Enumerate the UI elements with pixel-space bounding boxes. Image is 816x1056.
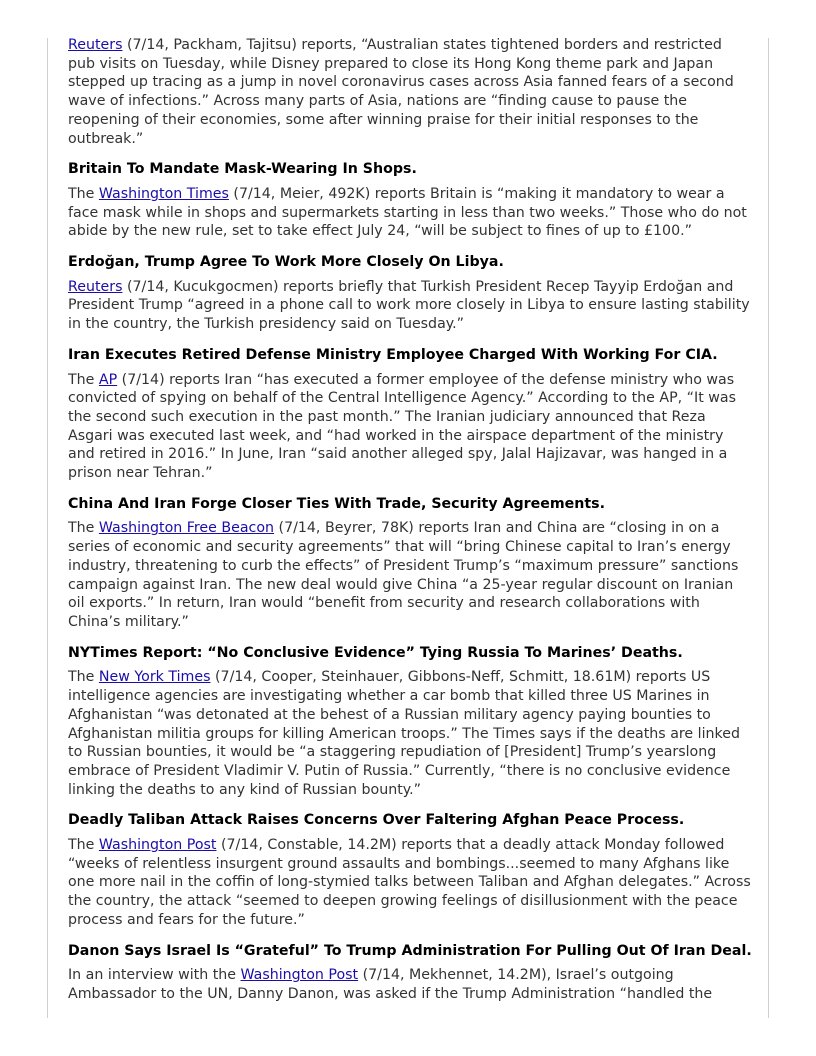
article-taliban-attack (68, 811, 752, 929)
article-body: (7/14, Packham, Tajitsu) reports, “Australian states tightened borders and restricted pub visits on Tuesday, while Disney prepared to close its Hong Kong theme park and Japan stepped up tracing as a jump in novel coronavirus cases across Asia fanned fears of a second wave of infections.” Across many parts of Asia, nations are “finding cause to pause the reopening of their economies, some after winning praise for their initial responses to the outbreak.” (68, 37, 734, 147)
article-lead-in: The (68, 837, 99, 854)
article-china-iran-ties (68, 495, 752, 632)
article-body: (7/14, Constable, 14.2M) reports that a deadly attack Monday followed “weeks of relentless insurgent ground assaults and bombings...seemed to many Afghans like one more nail in the coffin of long-stymied talks between Taliban and Afghan delegates.” Across the country, the attack “seemed to deepen growing feelings of disillusionment with the peace process and fears for the future.” (68, 837, 751, 928)
article-asia-reopening (68, 36, 752, 148)
source-link-washington-free-beacon[interactable]: Washington Free Beacon (98, 520, 275, 537)
source-link-reuters[interactable]: Reuters (68, 278, 123, 295)
article-paragraph (68, 278, 752, 334)
article-lead-in: The (68, 669, 99, 686)
source-link-washington-post[interactable]: Washington Post (240, 967, 359, 984)
article-paragraph (68, 36, 752, 148)
article-body: (7/14, Kucukgocmen) reports briefly that Turkish President Recep Tayyip Erdoğan and President Trump “agreed in a phone call to work more closely in Libya to ensure lasting stability in the country, the Turkish presidency said on Tuesday.” (68, 278, 750, 333)
article-body: (7/14) reports Iran “has executed a former employee of the defense ministry who was convicted of spying on behalf of the Central Intelligence Agency.” According to the AP, “It was the second such execution in the past month.” The Iranian judiciary announced that Reza Asgari was executed last week, and “had worked in the airspace department of the ministry and retired in 2016.” In June, Iran “said another alleged spy, Jalal Hajizavar, was hanged in a prison near Tehran.” (68, 371, 736, 482)
article-paragraph (68, 966, 752, 1003)
article-russia-bounties (68, 644, 752, 800)
article-paragraph (68, 668, 752, 799)
article-danon-interview (68, 942, 752, 1004)
article-body: (7/14, Meier, 492K) reports Britain is “making it mandatory to wear a face mask while in shops and supermarkets starting in less than two weeks.” Those who do not abide by the new rule, set to take effect July 24, “will be subject to fines of up to £100.” (68, 185, 747, 240)
article-paragraph (68, 185, 752, 241)
article-body: (7/14, Beyrer, 78K) reports Iran and China are “closing in on a series of economic and security agreements” that will “bring Chinese capital to Iran’s energy industry, threatening to curb the effects” of President Trump’s “maximum pressure” sanctions campaign against Iran. The new deal would give China “a 25-year regular discount on Iranian oil exports.” In return, Iran would “benefit from security and research collaborations with China’s military.” (68, 520, 739, 630)
article-headline: Britain To Mandate Mask-Wearing In Shops. (68, 161, 417, 178)
article-paragraph (68, 836, 752, 930)
article-paragraph (68, 371, 752, 483)
article-erdogan-trump-libya (68, 253, 752, 334)
article-britain-masks (68, 160, 752, 241)
article-lead-in: In an interview with the (68, 967, 241, 984)
article-headline: Danon Says Israel Is “Grateful” To Trump Administration For Pulling Out Of Iran Deal. (68, 942, 752, 959)
article-lead-in: The (68, 520, 99, 537)
article-body: (7/14, Cooper, Steinhauer, Gibbons-Neff, Schmitt, 18.61M) reports US intelligence agencies are investigating whether a car bomb that killed three US Marines in Afghanistan “was detonated at the behest of a Russian military agency paying bounties to Afghanistan militia groups for killing American troops.” The Times says if the deaths are linked to Russian bounties, it would be “a staggering repudiation of [President] Trump’s yearslong embrace of President Vladimir V. Putin of Russia.” Currently, “there is no conclusive evidence linking the deaths to any kind of Russian bounty.” (68, 669, 740, 798)
source-link-new-york-times[interactable]: New York Times (98, 669, 211, 686)
source-link-ap[interactable]: AP (98, 371, 118, 388)
article-headline: NYTimes Report: “No Conclusive Evidence” Tying Russia To Marines’ Deaths. (68, 644, 683, 661)
source-link-washington-post[interactable]: Washington Post (98, 837, 217, 854)
article-headline: Erdoğan, Trump Agree To Work More Closely On Libya. (68, 254, 504, 271)
article-headline: Iran Executes Retired Defense Ministry Employee Charged With Working For CIA. (68, 346, 718, 363)
article-body: (7/14, Mekhennet, 14.2M), Israel’s outgoing Ambassador to the UN, Danny Danon, was asked if the Trump Administration “handled the (68, 967, 713, 1002)
article-headline: China And Iran Forge Closer Ties With Trade, Security Agreements. (68, 495, 606, 512)
source-link-washington-times[interactable]: Washington Times (98, 185, 229, 202)
source-link-reuters[interactable]: Reuters (68, 37, 123, 53)
article-iran-execution (68, 346, 752, 483)
article-lead-in: The (68, 371, 99, 388)
left-margin-rule (47, 38, 48, 1018)
news-briefing-column (68, 36, 752, 1004)
article-paragraph (68, 519, 752, 631)
article-lead-in: The (68, 185, 99, 202)
article-headline: Deadly Taliban Attack Raises Concerns Over Faltering Afghan Peace Process. (68, 812, 685, 829)
right-margin-rule (768, 38, 769, 1018)
